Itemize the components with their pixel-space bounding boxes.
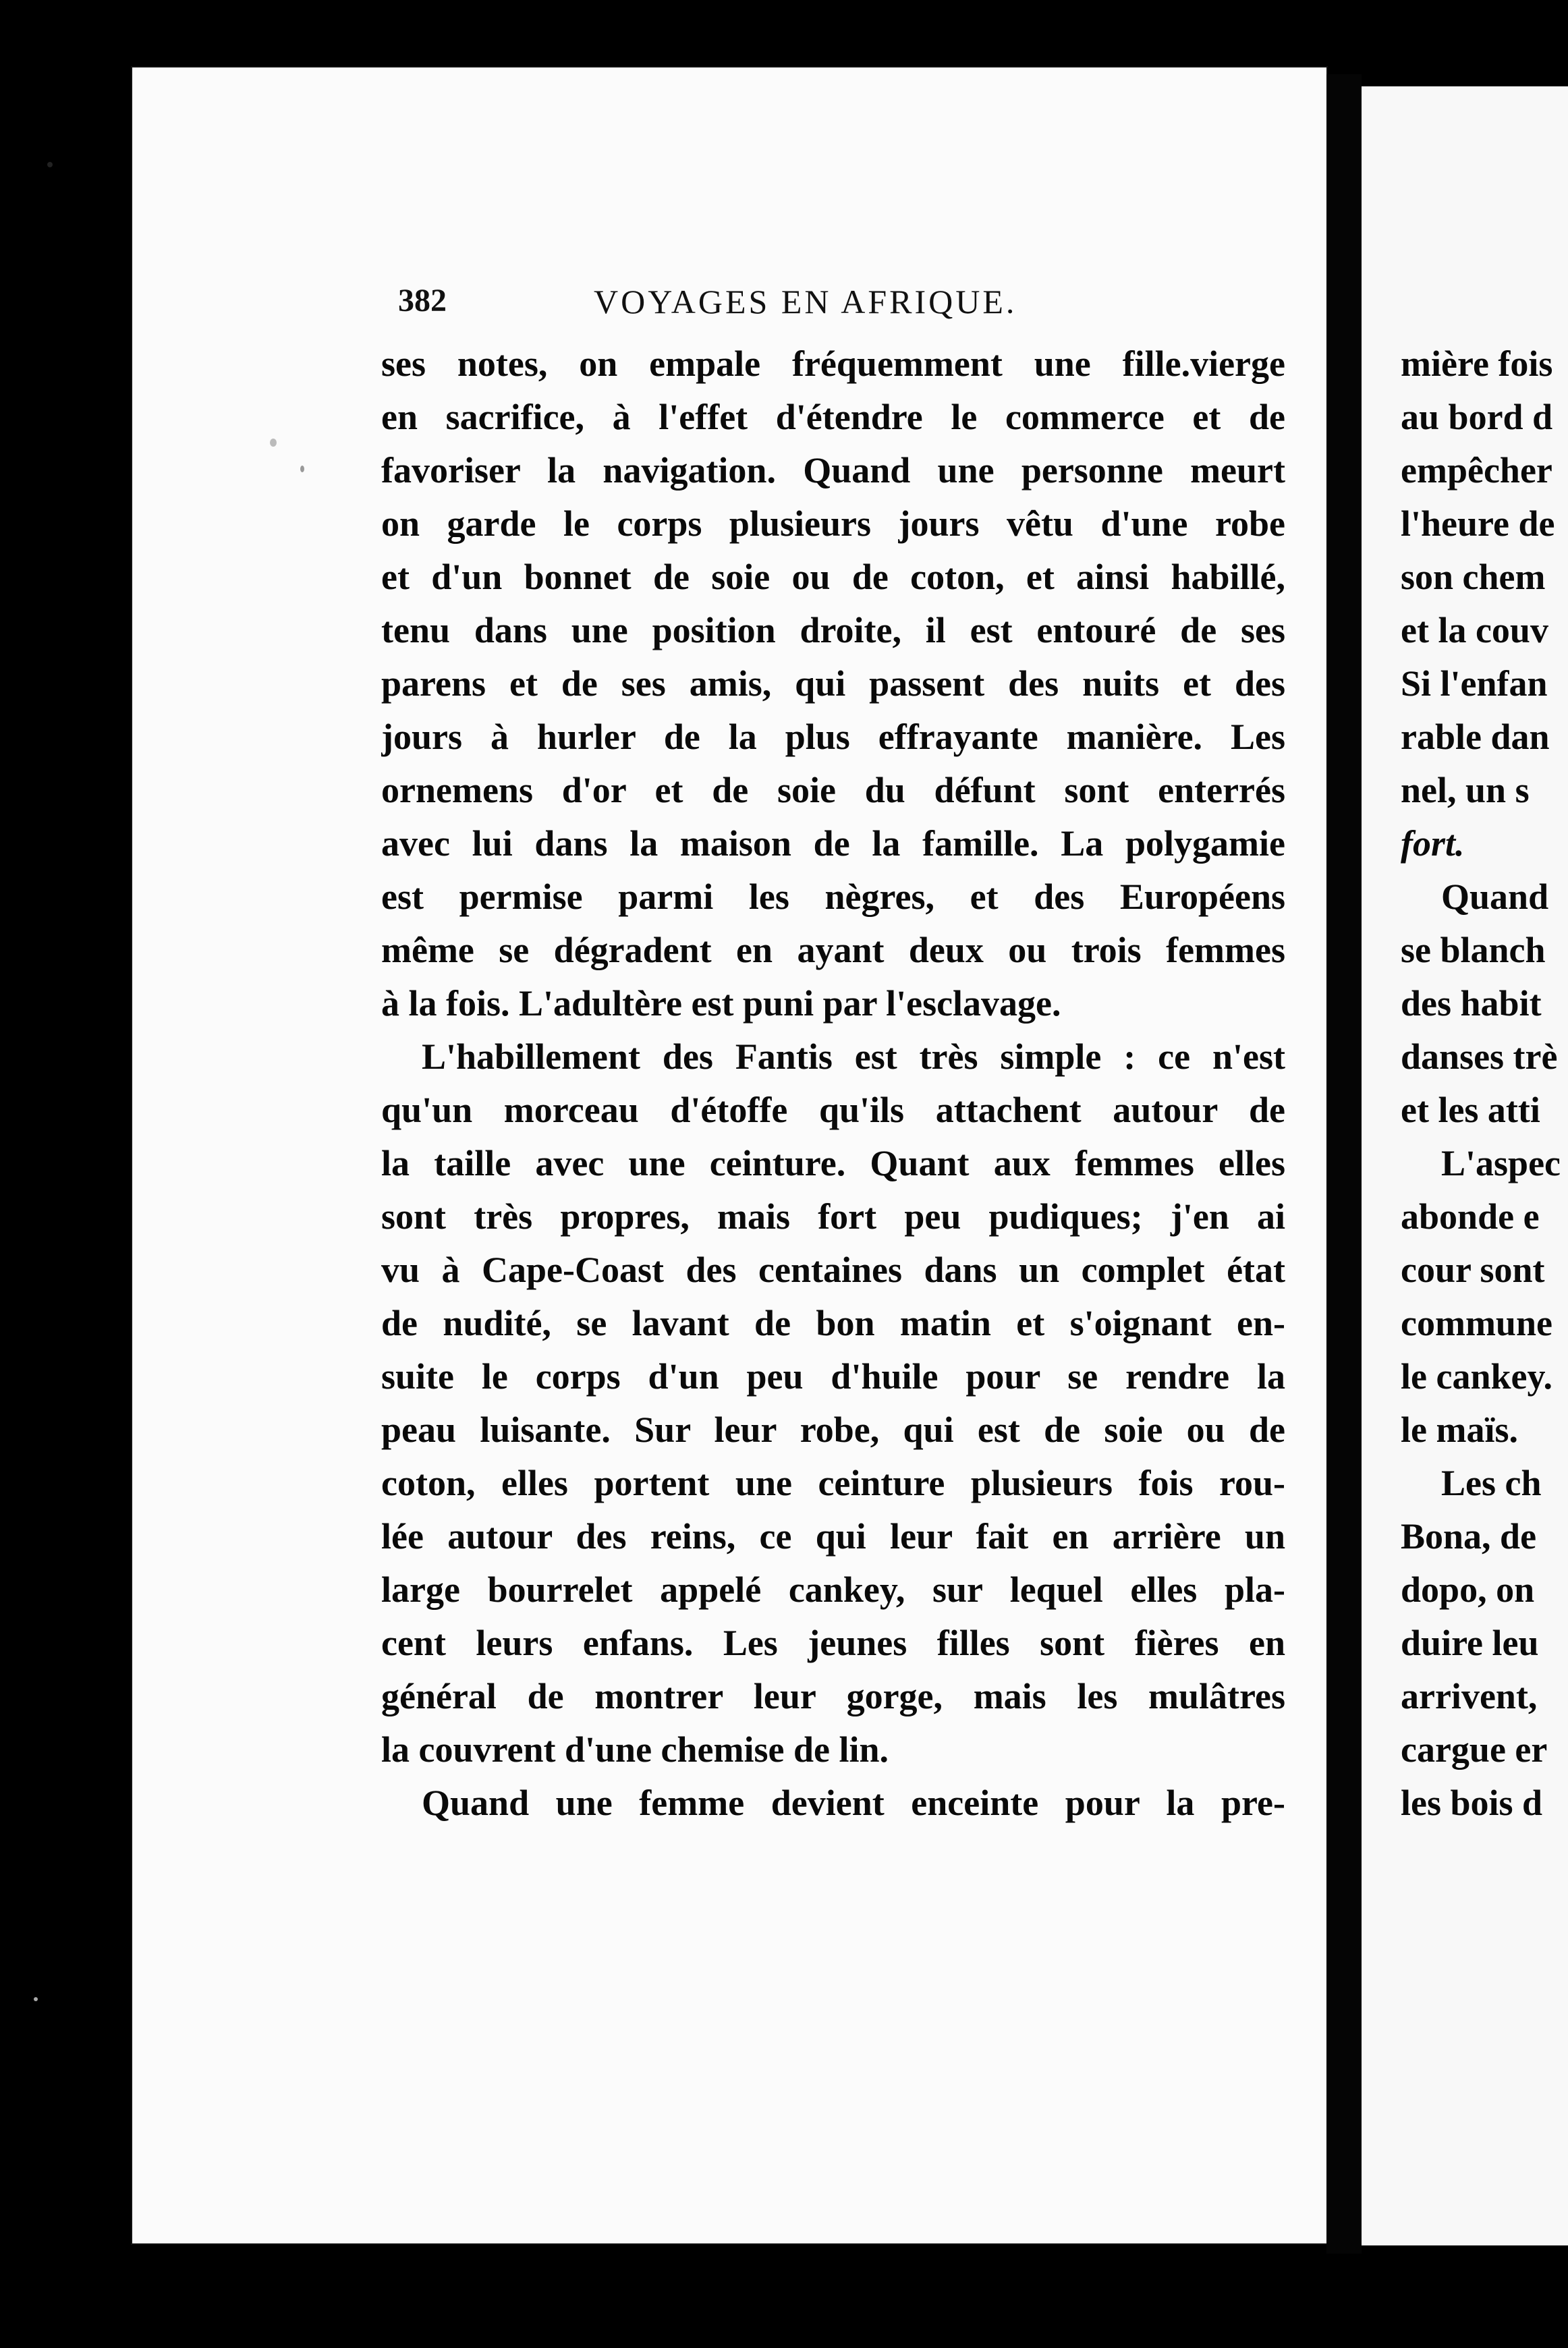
text-line: peau luisante. Sur leur robe, qui est de soie ou de [381, 1409, 1285, 1450]
text-line: jours à hurler de la plus effrayante manière. Les [381, 717, 1285, 757]
text-line: même se dégradent en ayant deux ou trois femmes [381, 930, 1285, 970]
text-line: favoriser la navigation. Quand une personne meurt [381, 450, 1285, 491]
text-line: empêcher [1401, 450, 1552, 491]
text-line: l'heure de [1401, 503, 1555, 544]
text-line: duire leu [1401, 1623, 1539, 1663]
scan-speck [47, 162, 53, 167]
text-line: avec lui dans la maison de la famille. La polygamie [381, 823, 1285, 864]
text-line: qu'un morceau d'étoffe qu'ils attachent autour de [381, 1090, 1285, 1130]
text-line: de nudité, se lavant de bon matin et s'oignant en- [381, 1303, 1285, 1343]
text-line: arrivent, [1401, 1676, 1538, 1716]
text-line: vu à Cape-Coast des centaines dans un complet état [381, 1250, 1285, 1290]
scan-speck [300, 466, 304, 472]
text-line: on garde le corps plusieurs jours vêtu d'une robe [381, 503, 1285, 544]
text-line: mière fois [1401, 343, 1553, 384]
text-line: L'aspec [1441, 1143, 1561, 1183]
text-line: fort. [1401, 823, 1465, 864]
text-line: L'habillement des Fantis est très simple : ce n'est [422, 1036, 1285, 1077]
scan-speck [270, 439, 277, 447]
running-title: VOYAGES EN AFRIQUE. [594, 283, 1017, 320]
text-line: ses notes, on empale fréquemment une fille.vierge [381, 343, 1285, 384]
text-line: à la fois. L'adultère est puni par l'esclavage. [381, 983, 1061, 1024]
text-line: général de montrer leur gorge, mais les mulâtres [381, 1676, 1285, 1716]
text-line: dopo, on [1401, 1569, 1535, 1610]
text-line: le maïs. [1401, 1409, 1518, 1450]
left-page-body [381, 337, 1285, 1830]
text-line: ornemens d'or et de soie du défunt sont enterrés [381, 770, 1285, 810]
text-line: est permise parmi les nègres, et des Européens [381, 876, 1285, 917]
text-line: au bord d [1401, 397, 1553, 437]
text-line: des habit [1401, 983, 1542, 1024]
text-line: Quand [1441, 876, 1549, 917]
text-line: Si l'enfan [1401, 663, 1548, 704]
text-line: rable dan [1401, 717, 1550, 757]
text-line: se blanch [1401, 930, 1546, 970]
book-spine [1326, 74, 1362, 2254]
text-line: parens et de ses amis, qui passent des nuits et des [381, 663, 1285, 704]
text-line: en sacrifice, à l'effet d'étendre le commerce et de [381, 397, 1285, 437]
text-line: abonde e [1401, 1196, 1540, 1237]
text-line: son chem [1401, 557, 1546, 597]
text-line: tenu dans une position droite, il est entouré de ses [381, 610, 1285, 650]
right-page-body [1401, 337, 1568, 1830]
text-line: la couvrent d'une chemise de lin. [381, 1729, 889, 1770]
text-line: cent leurs enfans. Les jeunes filles sont fières en [381, 1623, 1285, 1663]
text-line: et les atti [1401, 1090, 1540, 1130]
text-line: nel, un s [1401, 770, 1530, 810]
text-line: Les ch [1441, 1463, 1542, 1503]
text-line: le cankey. [1401, 1356, 1552, 1397]
text-line: les bois d [1401, 1783, 1543, 1823]
text-line: la taille avec une ceinture. Quant aux femmes elles [381, 1143, 1285, 1183]
page-number: 382 [398, 283, 447, 318]
text-line: cargue er [1401, 1729, 1548, 1770]
text-line: cour sont [1401, 1250, 1545, 1290]
text-line: Quand une femme devient enceinte pour la pre- [422, 1783, 1285, 1823]
text-line: suite le corps d'un peu d'huile pour se rendre la [381, 1356, 1285, 1397]
text-line: et la couv [1401, 610, 1548, 650]
text-line: danses trè [1401, 1036, 1558, 1077]
text-line: sont très propres, mais fort peu pudiques; j'en ai [381, 1196, 1285, 1237]
text-line: et d'un bonnet de soie ou de coton, et ainsi habillé, [381, 557, 1285, 597]
text-line: coton, elles portent une ceinture plusieurs fois rou- [381, 1463, 1285, 1503]
text-line: lée autour des reins, ce qui leur fait en arrière un [381, 1516, 1285, 1557]
text-line: large bourrelet appelé cankey, sur lequel elles pla- [381, 1569, 1285, 1610]
scan-speck [34, 1997, 38, 2001]
text-line: commune [1401, 1303, 1552, 1343]
text-line: Bona, de [1401, 1516, 1537, 1557]
